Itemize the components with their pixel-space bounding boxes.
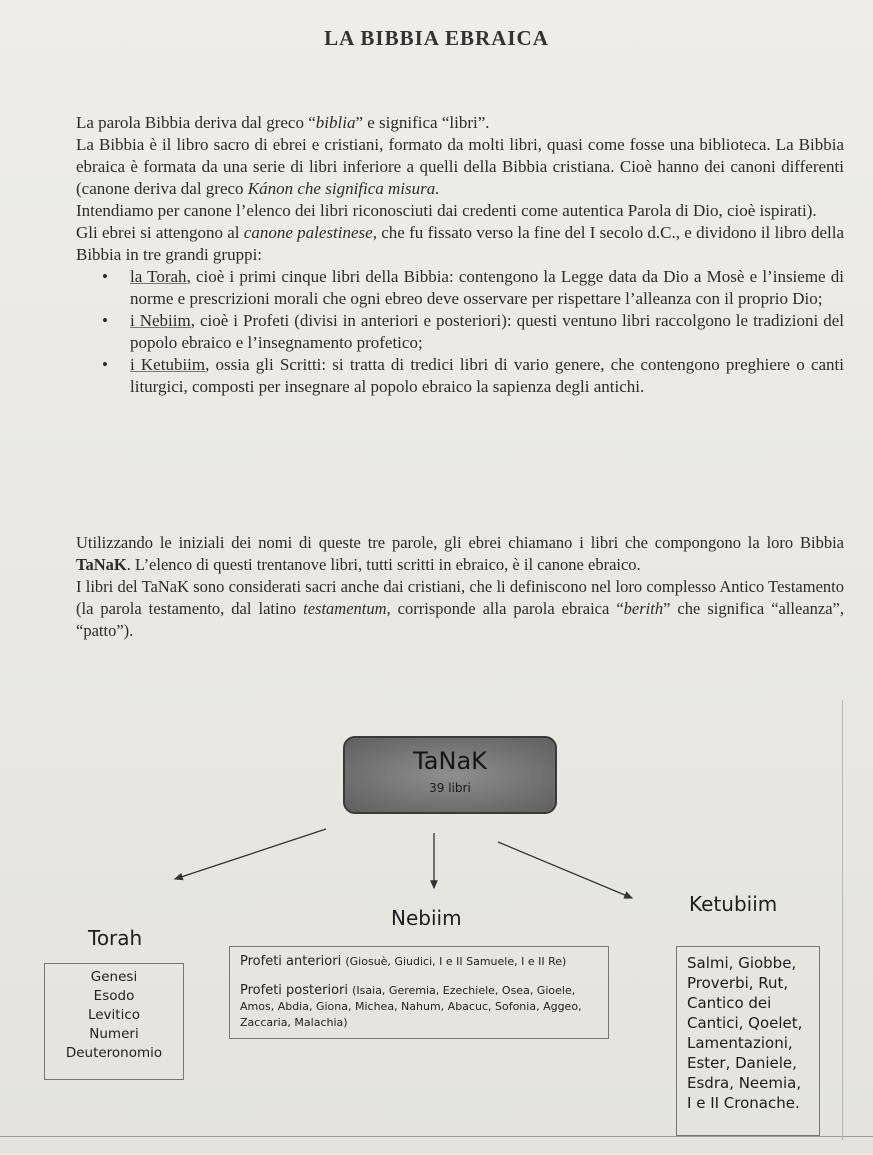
book-item: Deuteronomio [65, 1045, 163, 1061]
book-item: Levitico [87, 1007, 141, 1023]
book-item: Salmi, Giobbe, [687, 954, 797, 972]
paragraph-etymology: La parola Bibbia deriva dal greco “biblia” e significa “libri”. [76, 113, 490, 132]
list-item-nebiim: • i Nebiim, cioè i Profeti (divisi in anteriori e posteriori): questi ventuno libri raccolgono le tradizioni del popolo ebraico e l’insegnamento profetico; [76, 310, 844, 354]
book-item: Esodo [93, 988, 135, 1004]
torah-books-box [44, 963, 184, 1080]
paragraph-old-testament: I libri del TaNaK sono considerati sacri anche dai cristiani, che li definiscono nel loro complesso Antico Testamento (la parola testamento, dal latino testamentum, corrisponde alla parola ebraica “berith” che significa “alleanza”, “patto”). [76, 577, 845, 640]
groups-list [76, 266, 844, 398]
book-item: Lamentazioni, [687, 1034, 793, 1052]
paragraph-palestinian-canon: Gli ebrei si attengono al canone palestinese, che fu fissato verso la fine del I secolo d.C., e dividono il libro della Bibbia in tre grandi gruppi: [76, 223, 844, 264]
book-item: Cantici, Qoelet, [687, 1014, 803, 1032]
list-item-torah: • la Torah, cioè i primi cinque libri della Bibbia: contengono la Legge data da Dio a Mosè e l’insieme di norme e prescrizioni morali che ogni ebreo deve osservare per rispettare l’alleanza con il proprio Dio; [76, 266, 844, 310]
ketubiim-heading: Ketubiim [689, 892, 778, 916]
tanak-title: TaNaK [413, 747, 487, 775]
arrow-to-torah [175, 829, 326, 879]
torah-heading: Torah [88, 926, 143, 950]
paragraph-definition: La Bibbia è il libro sacro di ebrei e cristiani, formato da molti libri, quasi come fosse una biblioteca. La Bibbia ebraica è formata da una serie di libri inferiore a quelli della Bibbia cristiana. Cioè hanno dei canoni differenti (canone deriva dal greco Kánon che significa misura. [76, 135, 844, 198]
book-item: Proverbi, Rut, [687, 974, 789, 992]
book-item: Esdra, Neemia, [687, 1074, 802, 1092]
paper-edge [842, 700, 873, 1140]
book-item: Ester, Daniele, [687, 1054, 797, 1072]
tanak-text [76, 532, 844, 642]
book-item: Cantico dei [687, 994, 772, 1012]
profeti-anteriori: Profeti anteriori (Giosuè, Giudici, I e II Samuele, I e II Re) [240, 954, 567, 969]
intro-text [76, 112, 844, 398]
paragraph-tanak: Utilizzando le iniziali dei nomi di queste tre parole, gli ebrei chiamano i libri che compongono la loro Bibbia TaNaK. L’elenco di questi trentanove libri, tutti scritti in ebraico, è il canone ebraico. [76, 533, 844, 574]
tanak-box [343, 736, 557, 814]
book-item: I e II Cronache. [687, 1094, 800, 1112]
nebiim-books-box [229, 946, 609, 1039]
paper-grid-line [0, 1136, 873, 1155]
profeti-posteriori: Profeti posteriori (Isaia, Geremia, Ezechiele, Osea, Gioele, Amos, Abdia, Giona, Michea, Nahum, Abacuc, Sofonia, Aggeo, Zaccaria, Malachia) [240, 983, 582, 1029]
page-title: LA BIBBIA EBRAICA [324, 26, 549, 50]
tanak-subtitle: 39 libri [429, 781, 471, 795]
book-item: Genesi [90, 969, 138, 985]
ketubiim-books-box [676, 946, 820, 1136]
nebiim-heading: Nebiim [391, 906, 462, 930]
list-item-ketubiim: • i Ketubiim, ossia gli Scritti: si tratta di tredici libri di vario genere, che contengono preghiere o canti liturgici, composti per insegnare al popolo ebraico la sapienza degli antichi. [76, 354, 844, 398]
paragraph-canon: Intendiamo per canone l’elenco dei libri riconosciuti dai credenti come autentica Parola di Dio, cioè ispirati). [76, 201, 817, 220]
arrow-to-ketubiim [498, 842, 632, 898]
book-item: Numeri [89, 1026, 139, 1042]
